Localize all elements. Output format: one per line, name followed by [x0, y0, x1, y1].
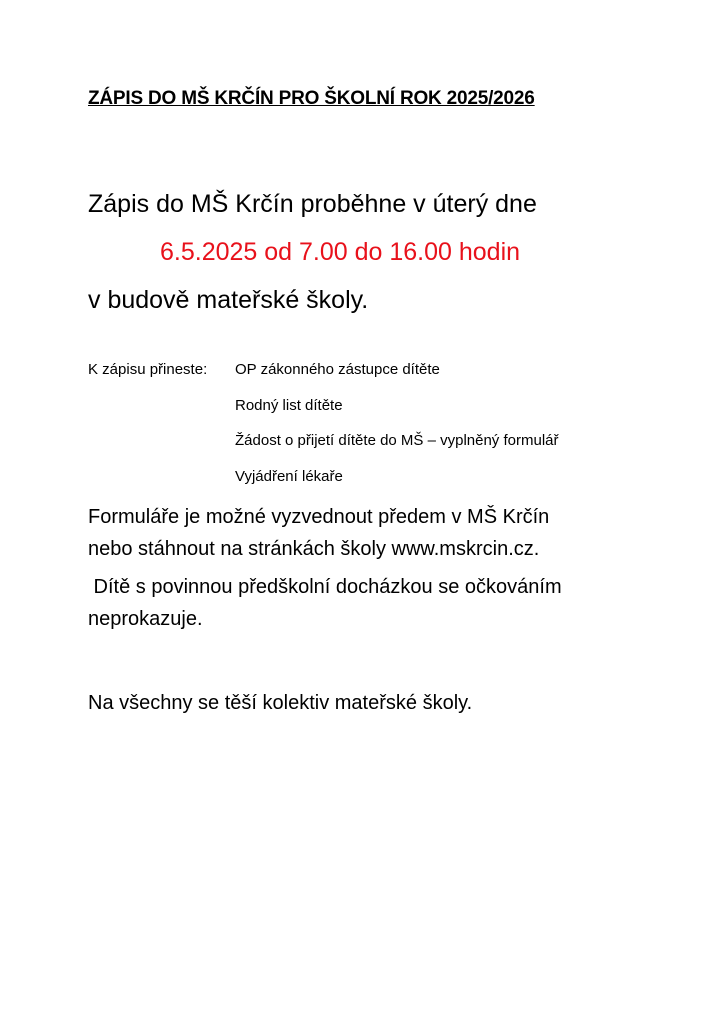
requirement-item-birth-certificate: Rodný list dítěte: [235, 397, 343, 414]
requirement-item-application: Žádost o přijetí dítěte do MŠ – vyplněný formulář: [235, 432, 559, 449]
requirement-item-id-card: OP zákonného zástupce dítěte: [235, 361, 440, 378]
announcement-date-time: 6.5.2025 od 7.00 do 16.00 hodin: [160, 238, 521, 266]
forms-note-line-1: Formuláře je možné vyzvednout předem v MŠ Krčín: [88, 506, 550, 528]
vaccination-note-line-1: Dítě s povinnou předškolní docházkou se očkováním: [88, 576, 562, 598]
forms-note-line-2: nebo stáhnout na stránkách školy www.mskrcin.cz.: [88, 538, 540, 560]
announcement-line-1: Zápis do MŠ Krčín proběhne v úterý dne: [88, 190, 537, 218]
announcement-line-3: v budově mateřské školy.: [88, 286, 369, 314]
closing-line: Na všechny se těší kolektiv mateřské školy.: [88, 692, 473, 714]
requirement-item-doctor-statement: Vyjádření lékaře: [235, 468, 343, 485]
vaccination-note-line-2: neprokazuje.: [88, 608, 203, 630]
page-title: ZÁPIS DO MŠ KRČÍN PRO ŠKOLNÍ ROK 2025/2026: [88, 88, 535, 109]
requirements-label: K zápisu přineste:: [88, 361, 208, 378]
